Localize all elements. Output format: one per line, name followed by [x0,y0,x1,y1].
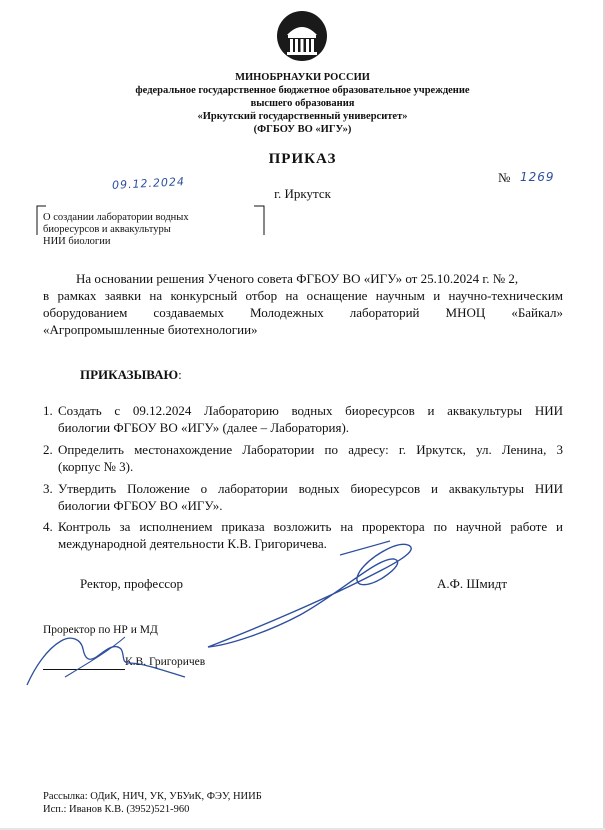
preamble-line-4: «Агропромышленные биотехнологии» [43,322,258,337]
item-3-number: 3. [43,481,53,496]
document-date: 09.12.2024 [111,175,186,192]
university-abbreviation: (ФГБОУ ВО «ИГУ») [253,124,352,135]
rector-title: Ректор, профессор [80,576,183,591]
education-level: высшего образования [250,98,355,109]
item-1-line-1: Создать с 09.12.2024 Лабораторию водных биоресурсов и аквакультуры НИИ [58,403,563,418]
institution-type: федеральное государственное бюджетное образовательное учреждение [135,85,470,96]
subject-line-3: НИИ биологии [43,236,111,247]
order-heading [80,367,182,384]
subject-line-2: биоресурсов и аквакультуры [43,224,171,235]
university-name: «Иркутский государственный университет» [197,111,408,122]
item-1-number: 1. [43,403,53,418]
approver-name: К.В. Григоричев [125,656,206,668]
approver-title: Проректор по НР и МД [43,624,158,636]
item-3-line-2: биологии ФГБОУ ВО «ИГУ». [58,498,223,513]
ministry-name: МИНОБРНАУКИ РОССИИ [235,72,370,83]
subject-line-1: О создании лаборатории водных [43,212,189,223]
university-logo [276,10,328,62]
item-2-number: 2. [43,442,53,457]
item-2-line-1: Определить местонахождение Лаборатории по адресу: г. Иркутск, ул. Ленина, 3 [58,442,563,457]
item-3-line-1: Утвердить Положение о лаборатории водных биоресурсов и аквакультуры НИИ [58,481,563,496]
order-word: ПРИКАЗЫВАЮ [80,367,179,382]
approver-signature [25,615,190,690]
rector-name: А.Ф. Шмидт [437,576,508,591]
item-2-line-2: (корпус № 3). [58,459,134,474]
preamble-line-1: На основании решения Ученого совета ФГБОУ ВО «ИГУ» от 25.10.2024 г. № 2, [76,271,519,286]
document-title: ПРИКАЗ [268,151,337,167]
number-sign: № [498,170,511,185]
preamble-line-2: в рамках заявки на конкурсный отбор на оснащение научным и научно-техническим [43,288,563,303]
distribution-list: Рассылка: ОДиК, НИЧ, УК, УБУиК, ФЭУ, НИИБ [43,791,262,802]
rector-signature [190,535,430,655]
document-number: 1269 [520,170,555,184]
preamble-line-3: оборудованием создаваемых Молодежных лабораторий МНОЦ «Байкал» [43,305,563,320]
item-4-number: 4. [43,519,53,534]
executor-contact: Исп.: Иванов К.В. (3952)521-960 [43,804,190,815]
item-1-line-2: биологии ФГБОУ ВО «ИГУ» (далее – Лаборатория). [58,420,350,435]
document-city: г. Иркутск [274,186,331,201]
item-4-line-1: Контроль за исполнением приказа возложить на проректора по научной работе и [58,519,563,534]
item-4-line-2: международной деятельности К.В. Григоричева. [58,536,327,551]
order-colon: : [178,367,182,382]
